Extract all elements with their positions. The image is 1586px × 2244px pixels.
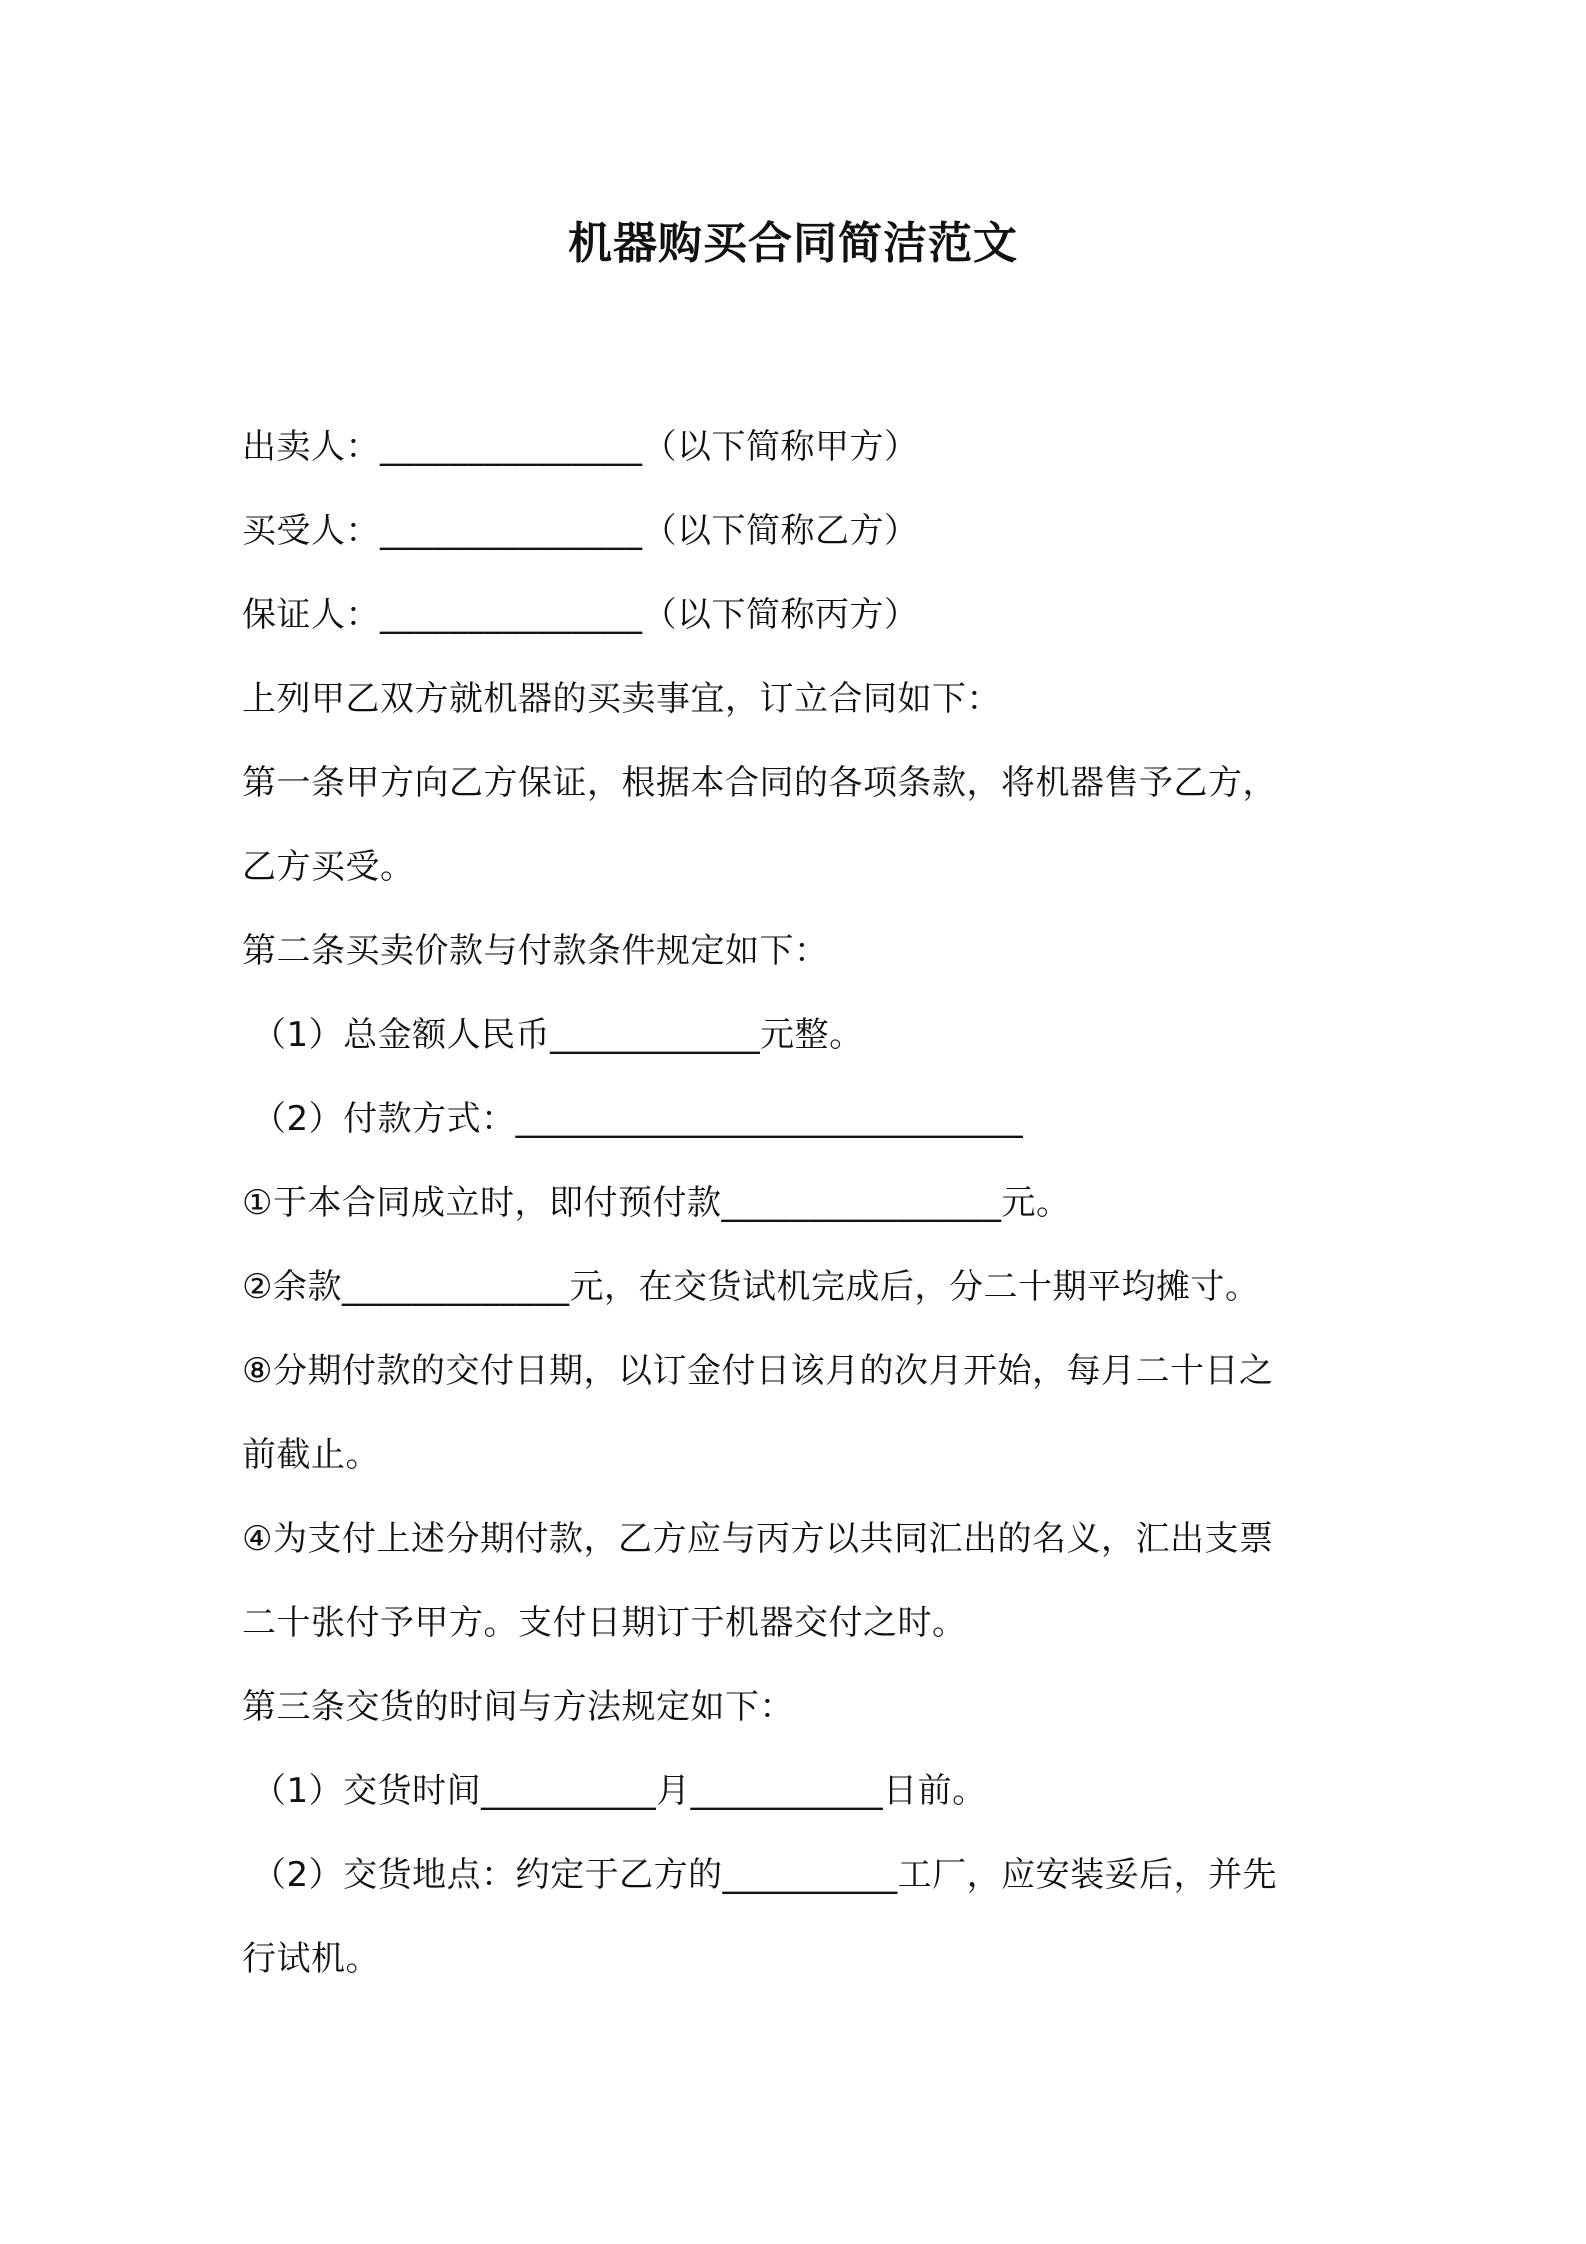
payment-clause-3-line-2: 前截止。	[242, 1435, 380, 1475]
payment-clause-4-line-1: ④为支付上述分期付款，乙方应与丙方以共同汇出的名义，汇出支票	[242, 1519, 1274, 1559]
article-1-line-2: 乙方买受。	[242, 847, 415, 887]
article-3-heading: 第三条交货的时间与方法规定如下：	[242, 1687, 794, 1727]
article-3-item-1: （1）交货时间__________月___________日前。	[252, 1771, 987, 1811]
article-3-item-2-line-1: （2）交货地点：约定于乙方的__________工厂，应安装妥后，并先	[252, 1855, 1278, 1895]
article-1-line-1: 第一条甲方向乙方保证，根据本合同的各项条款，将机器售予乙方，	[242, 763, 1277, 803]
guarantor-line: 保证人：_______________（以下简称丙方）	[242, 595, 919, 635]
article-3-item-2-line-2: 行试机。	[242, 1939, 380, 1979]
preamble-line: 上列甲乙双方就机器的买卖事宜，订立合同如下：	[242, 679, 1001, 719]
document-body	[242, 405, 1362, 2001]
buyer-line: 买受人：_______________（以下简称乙方）	[242, 511, 919, 551]
document-title: 机器购买合同简洁范文	[568, 218, 1018, 269]
payment-clause-4-line-2: 二十张付予甲方。支付日期订于机器交付之时。	[242, 1603, 967, 1643]
payment-clause-3-line-1: ⑧分期付款的交付日期，以订金付日该月的次月开始，每月二十日之	[242, 1351, 1274, 1391]
payment-clause-1: ①于本合同成立时，即付预付款________________元。	[242, 1183, 1071, 1223]
article-2-item-2: （2）付款方式：_____________________________	[252, 1099, 1024, 1139]
seller-line: 出卖人：_______________（以下简称甲方）	[242, 427, 919, 467]
article-2-item-1: （1）总金额人民币____________元整。	[252, 1015, 864, 1055]
payment-clause-2: ②余款_____________元，在交货试机完成后，分二十期平均摊寸。	[242, 1267, 1260, 1307]
article-2-heading: 第二条买卖价款与付款条件规定如下：	[242, 931, 829, 971]
